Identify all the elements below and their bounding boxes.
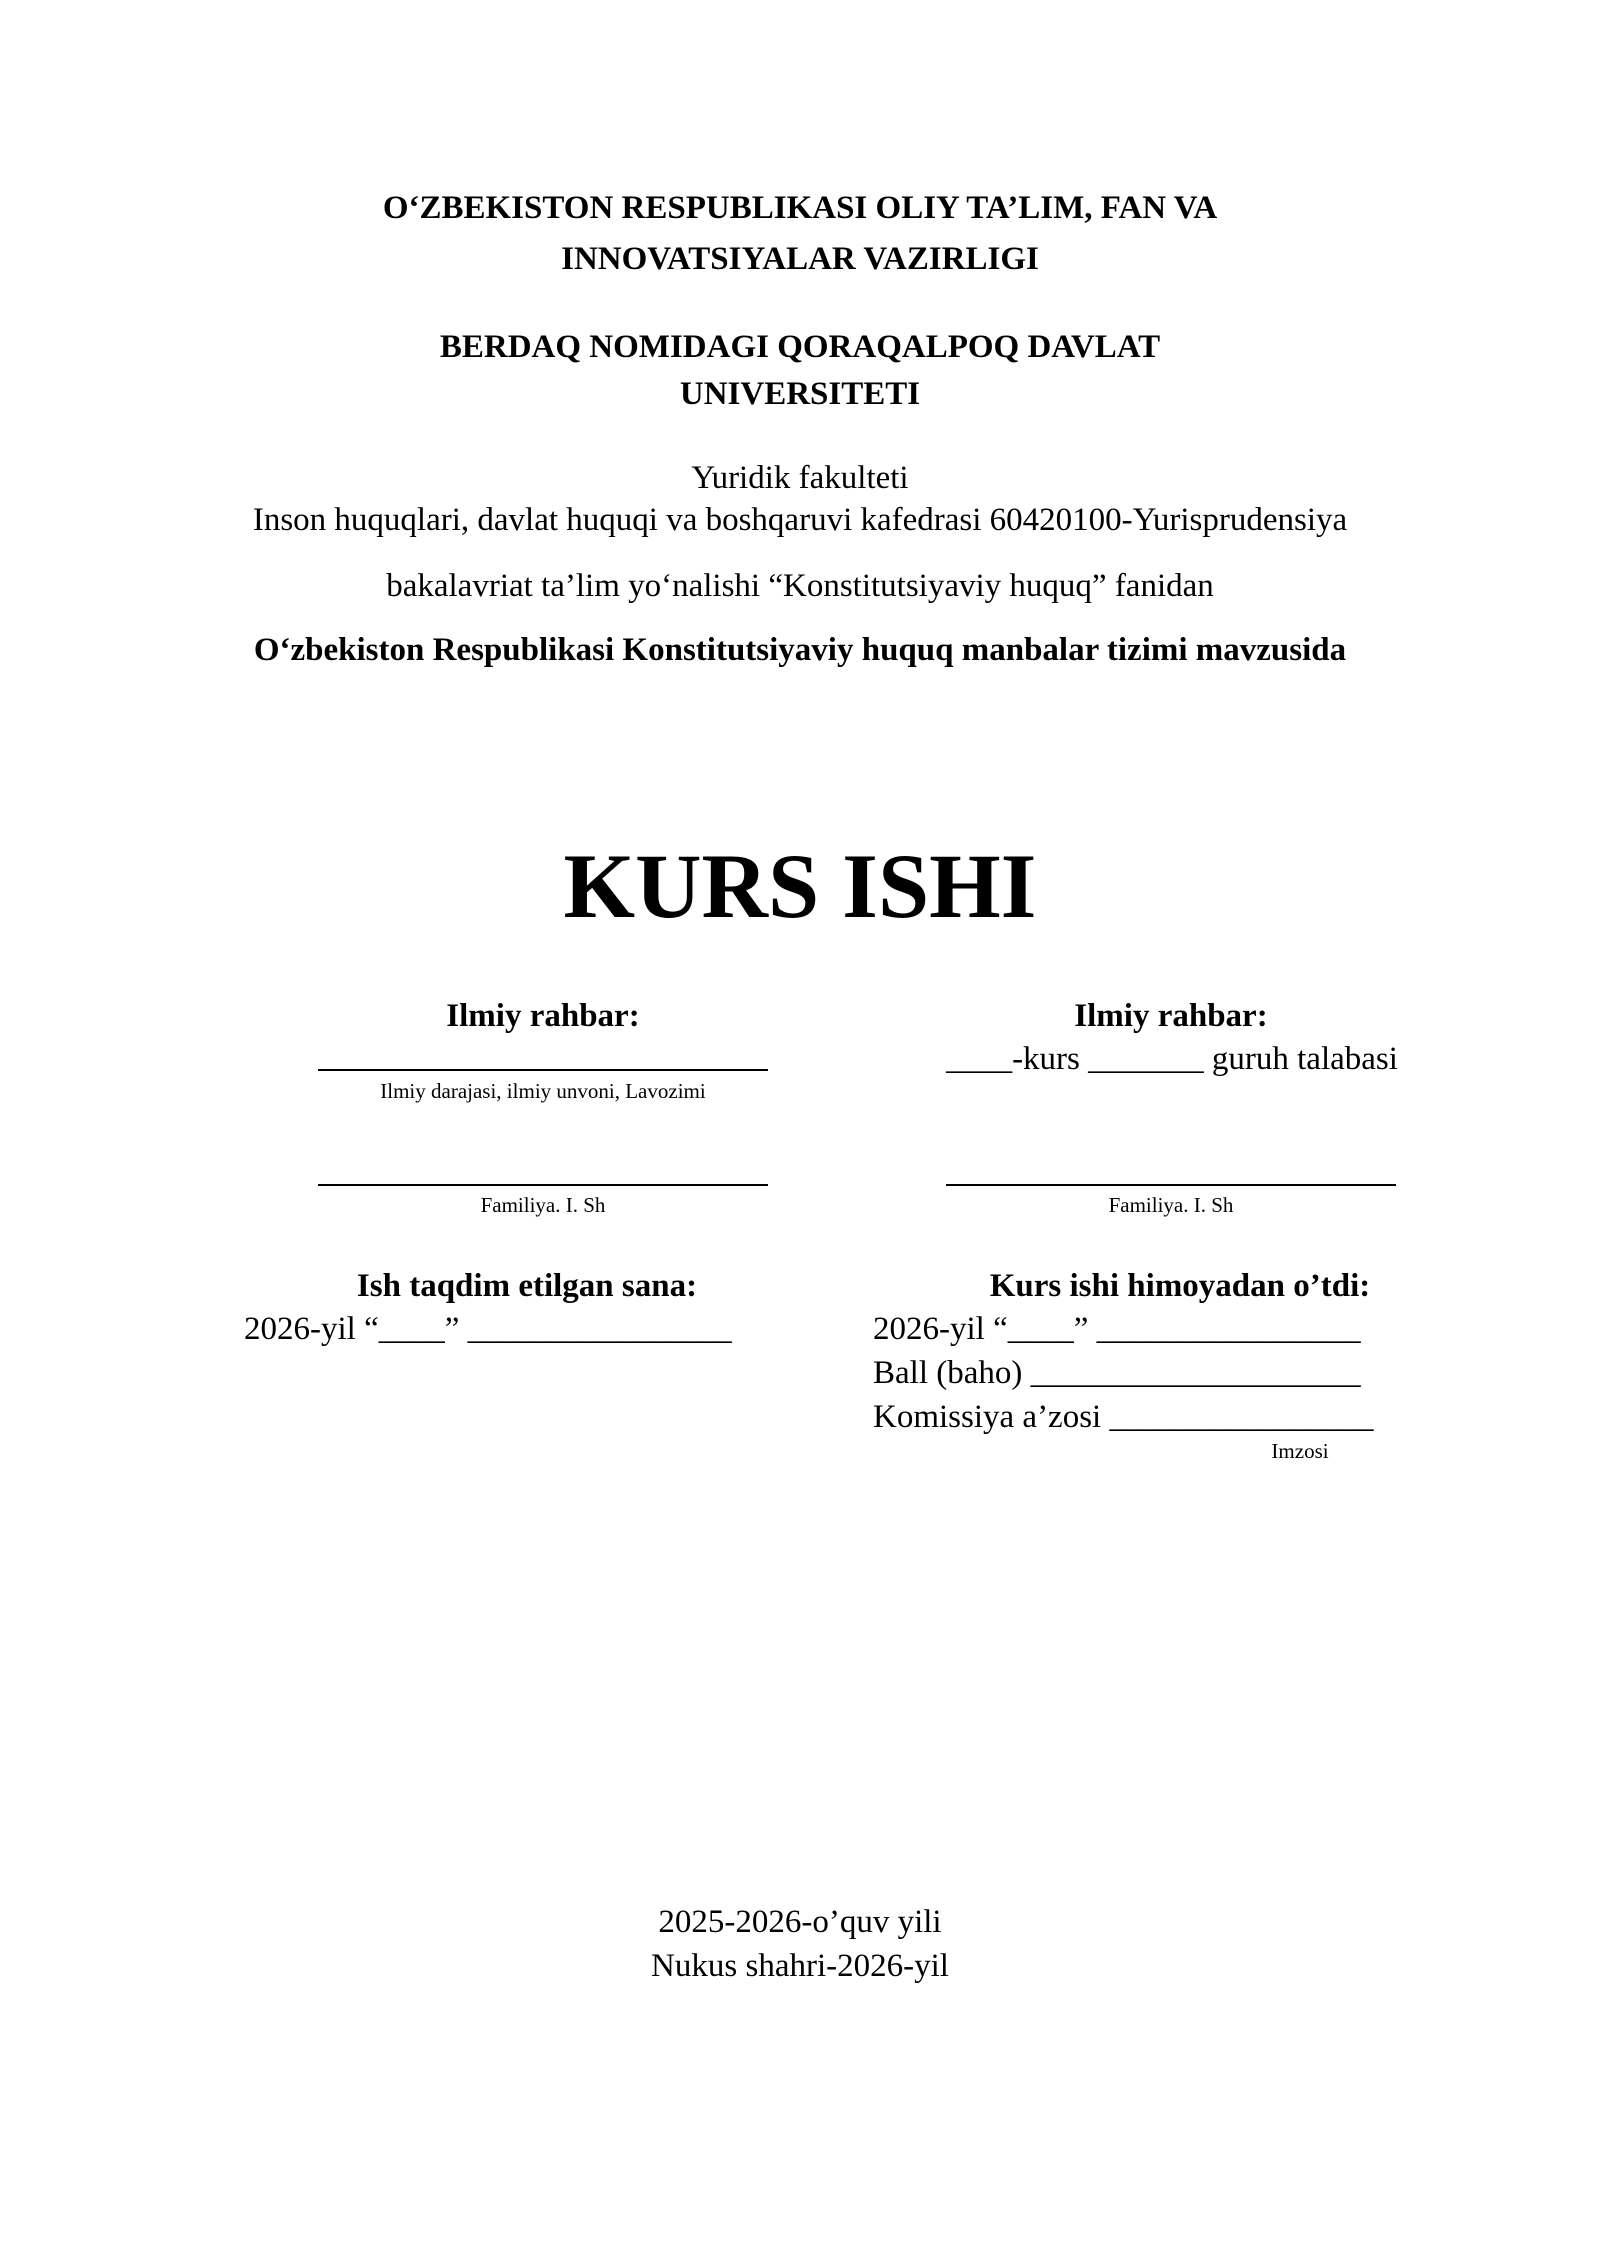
academic-year: 2025-2026-o’quv yili [658, 1904, 942, 1940]
work-topic: O‘zbekiston Respublikasi Konstitutsiyaviy huquq manbalar tizimi mavzusida [253, 632, 1347, 668]
left-supervisor-name-line [318, 1184, 768, 1186]
left-supervisor-heading: Ilmiy rahbar: [446, 998, 640, 1034]
defense-grade-line: Ball (baho) ____________________ [873, 1355, 1361, 1391]
defense-commission-line: Komissiya a’zosi ________________ [873, 1399, 1374, 1435]
submission-date-line: 2026-yil “____” ________________ [244, 1311, 732, 1347]
student-course-group-line: ____-kurs _______ guruh talabasi [946, 1041, 1398, 1077]
submission-date-heading: Ish taqdim etilgan sana: [356, 1268, 698, 1304]
left-supervisor-degree-caption: Ilmiy darajasi, ilmiy unvoni, Lavozimi [380, 1079, 706, 1103]
left-supervisor-name-caption: Familiya. I. Sh [480, 1193, 606, 1217]
defense-date-line: 2026-yil “____” ________________ [873, 1311, 1361, 1347]
university-title-line2: UNIVERSITETI [679, 376, 921, 412]
document-title: KURS ISHI [563, 835, 1037, 937]
defense-heading: Kurs ishi himoyadan o’tdi: [989, 1268, 1371, 1304]
study-direction: bakalavriat ta’lim yo‘nalishi “Konstitutsiyaviy huquq” fanidan [386, 568, 1214, 604]
signature-caption: Imzosi [1271, 1439, 1329, 1463]
right-block-heading: Ilmiy rahbar: [1074, 998, 1268, 1034]
student-name-caption: Familiya. I. Sh [1108, 1193, 1234, 1217]
faculty-name: Yuridik fakulteti [691, 460, 909, 496]
city-year: Nukus shahri-2026-yil [651, 1948, 949, 1984]
department-name: Inson huquqlari, davlat huquqi va boshqaruvi kafedrasi 60420100-Yurisprudensiya [252, 502, 1348, 538]
student-name-line [946, 1184, 1396, 1186]
university-title-line1: BERDAQ NOMIDAGI QORAQALPOQ DAVLAT [439, 329, 1161, 365]
ministry-title-line1: O‘ZBEKISTON RESPUBLIKASI OLIY TA’LIM, FAN VA [382, 190, 1218, 226]
left-supervisor-degree-line [318, 1069, 768, 1071]
ministry-title-line2: INNOVATSIYALAR VAZIRLIGI [561, 241, 1039, 277]
